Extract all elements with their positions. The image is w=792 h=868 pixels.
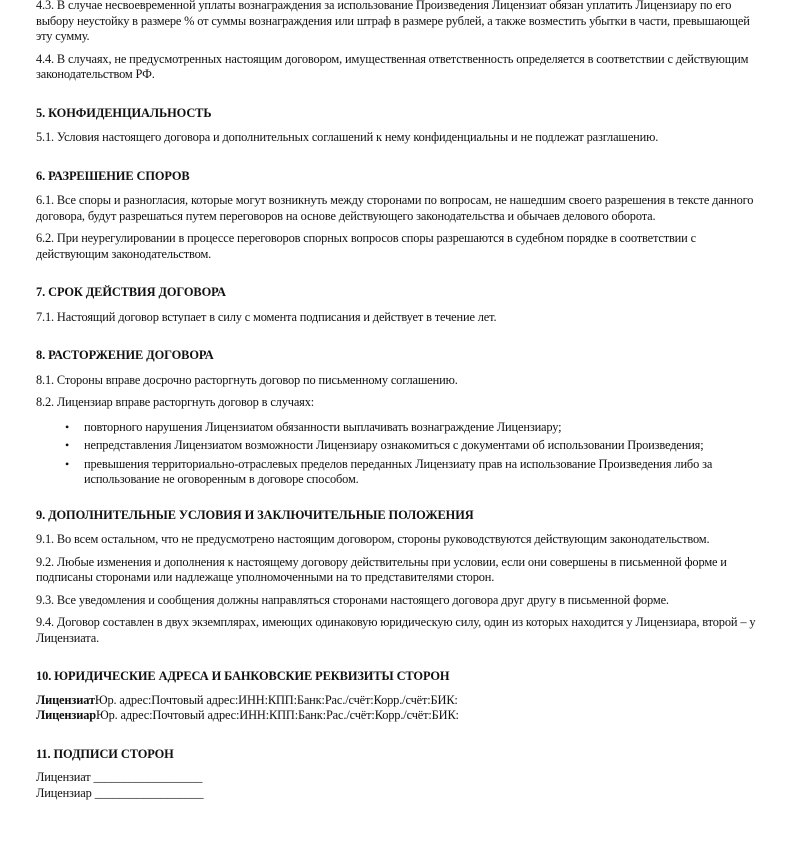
clause-5-1: 5.1. Условия настоящего договора и дополнительных соглашений к нему конфиденциальны и не подлежат разглашению. [36,130,659,144]
section-9-title: 9. ДОПОЛНИТЕЛЬНЫЕ УСЛОВИЯ И ЗАКЛЮЧИТЕЛЬНЫЕ ПОЛОЖЕНИЯ [36,507,474,522]
clause-8-1: 8.1. Стороны вправе досрочно расторгнуть договор по письменному соглашению. [36,372,458,387]
licensee-requisites [36,693,756,709]
section-10 [36,669,756,724]
clause-7-1: 7.1. Настоящий договор вступает в силу с момента подписания и действует в течение лет. [36,309,497,324]
clause-4-3: 4.3. В случае несвоевременной уплаты вознаграждения за использование Произведения Лицензиат обязан уплатить Лицензиару по его выбору неустойку в размере % от суммы вознаграждения или штраф в размере рублей, а также возместить убытки в части, превышающей эту сумму. [36,0,750,43]
licensor-fields: Юр. адрес:Почтовый адрес:ИНН:КПП:Банк:Рас./счёт:Корр./счёт:БИК: [96,708,459,722]
section-4-tail [36,0,756,83]
licensee-signature-line: Лицензиат __________________ [36,770,203,784]
clause-6-2: 6.2. При неурегулировании в процессе переговоров спорных вопросов споры разрешаются в судебном порядке в соответствии с действующим законодательством. [36,231,696,261]
section-8 [36,348,756,488]
section-6-title: 6. РАЗРЕШЕНИЕ СПОРОВ [36,168,190,183]
section-9 [36,508,756,647]
section-7 [36,285,756,325]
termination-cases-list [36,420,756,488]
section-10-title: 10. ЮРИДИЧЕСКИЕ АДРЕСА И БАНКОВСКИЕ РЕКВИЗИТЫ СТОРОН [36,669,450,683]
section-11 [36,747,756,802]
list-item: • превышения территориально-отраслевых пределов переданных Лицензиату прав на использование Произведения либо за использование не оговоренным в договоре способом. [84,457,756,488]
licensor-requisites [36,708,756,724]
section-5 [36,106,756,146]
section-8-title: 8. РАСТОРЖЕНИЕ ДОГОВОРА [36,348,214,362]
section-6 [36,169,756,263]
section-7-title: 7. СРОК ДЕЙСТВИЯ ДОГОВОРА [36,285,226,299]
section-11-title: 11. ПОДПИСИ СТОРОН [36,746,174,761]
licensor-label: Лицензиар [36,708,97,722]
licensee-label: Лицензиат [36,692,95,707]
clause-9-3: 9.3. Все уведомления и сообщения должны направляться сторонами настоящего договора друг другу в письменной форме. [36,592,669,607]
licensee-fields: Юр. адрес:Почтовый адрес:ИНН:КПП:Банк:Рас./счёт:Корр./счёт:БИК: [94,692,458,707]
clause-9-2: 9.2. Любые изменения и дополнения к настоящему договору действительны при условии, если они совершены в письменной форме и подписаны сторонами или надлежаще уполномоченными на то представителями сторон. [36,554,727,584]
licensor-signature-line: Лицензиар __________________ [36,785,204,800]
clause-6-1: 6.1. Все споры и разногласия, которые могут возникнуть между сторонами по вопросам, не нашедшим своего разрешения в тексте данного договора, будут разрешаться путем переговоров на основе действующего законодательства и обычаев делового оборота. [36,193,754,223]
section-5-title: 5. КОНФИДЕНЦИАЛЬНОСТЬ [36,105,212,120]
clause-8-2: 8.2. Лицензиар вправе расторгнуть договор в случаях: [36,395,315,409]
list-item: • непредставления Лицензиатом возможности Лицензиару ознакомиться с документами об использовании Произведения; [84,438,756,454]
list-item: • повторного нарушения Лицензиатом обязанности выплачивать вознаграждение Лицензиару; [84,420,756,436]
clause-9-4: 9.4. Договор составлен в двух экземплярах, имеющих одинаковую юридическую силу, один из которых находится у Лицензиара, второй – у Лицензиата. [36,615,756,645]
clause-4-4: 4.4. В случаях, не предусмотренных настоящим договором, имущественная ответственность определяется в соответствии с действующим законодательством РФ. [36,51,749,81]
clause-9-1: 9.1. Во всем остальном, что не предусмотрено настоящим договором, стороны руководствуются действующим законодательством. [36,532,710,546]
